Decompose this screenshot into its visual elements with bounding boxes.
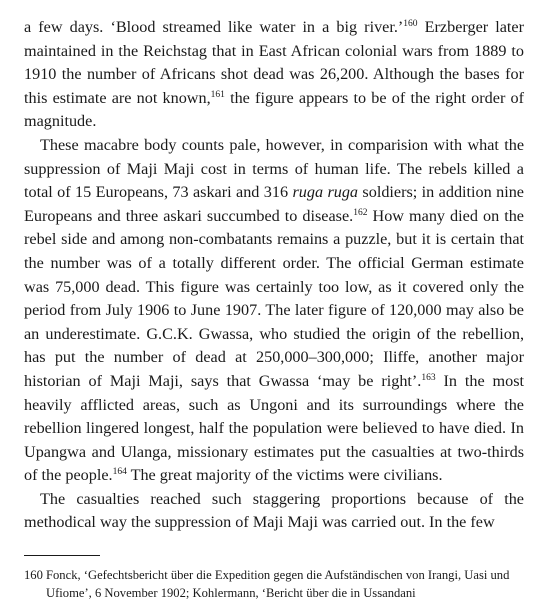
text-run: These macabre body counts pale, however, in comparision with what the suppression of Maji Maji cost in terms of human life. The rebels killed a total of 15 Europeans, 73 askari and 316 bbox=[24, 135, 524, 202]
body-paragraph-2 bbox=[24, 134, 524, 488]
footnote-text: Fonck, ‘Gefechtsbericht über die Expedition gegen die Aufständischen von Irangi, Uasi und Ufiome’, 6 November 1902; Kohlermann, ‘Bericht über die in Ussandani bbox=[46, 568, 510, 601]
text-run: The casualties reached such staggering proportions because of the methodical way the suppression of Maji Maji was carried out. In the few bbox=[24, 489, 524, 532]
footnote-ref-162[interactable]: 162 bbox=[353, 207, 368, 218]
text-run: How many died on the rebel side and among non-combatants remains a puzzle, but it is certain that the number was of a totally different order. The official German estimate was 75,000 dead. This figure was certainly too low, as it covered only the period from July 1906 to June 1907. The later figure of 120,000 may also be an underestimate. G.C.K. Gwassa, who studied the origin of the rebellion, has put the number of dead at 250,000–300,000; Iliffe, another major historian of Maji Maji, says that Gwassa ‘may be right’. bbox=[24, 206, 524, 390]
book-page bbox=[24, 16, 524, 602]
footnote-ref-160[interactable]: 160 bbox=[403, 19, 418, 30]
body-paragraph-3 bbox=[24, 488, 524, 535]
body-paragraph-1 bbox=[24, 16, 524, 134]
footnote-ref-163[interactable]: 163 bbox=[421, 373, 436, 384]
text-run: soldiers; in addition nine Europeans and three askari succumbed to disease. bbox=[24, 183, 524, 225]
text-run: the figure appears to be of the right order of magnitude. bbox=[24, 88, 525, 131]
footnote-number: 160 bbox=[24, 568, 43, 583]
text-run: Erzberger later maintained in the Reichstag that in East African colonial wars from 1889 to 1910 the number of Africans shot dead was 26,200. Although the bases for this estimate are not known, bbox=[24, 18, 524, 107]
text-run: a few days. ‘Blood streamed like water in a big river.’ bbox=[24, 18, 404, 36]
text-run: In the most heavily afflicted areas, such as Ungoni and its surroundings where the rebellion lingered longest, half the population were believed to have died. In Upangwa and Ulanga, missionary estimates put the casualties at two-thirds of the people. bbox=[24, 371, 524, 485]
footnote-ref-164[interactable]: 164 bbox=[112, 467, 127, 478]
text-run: The great majority of the victims were civilians. bbox=[126, 466, 443, 485]
footnote-separator bbox=[24, 555, 100, 556]
italic-term: ruga ruga bbox=[292, 183, 359, 202]
footnote-ref-161[interactable]: 161 bbox=[210, 89, 225, 100]
footnote-160 bbox=[24, 566, 524, 602]
